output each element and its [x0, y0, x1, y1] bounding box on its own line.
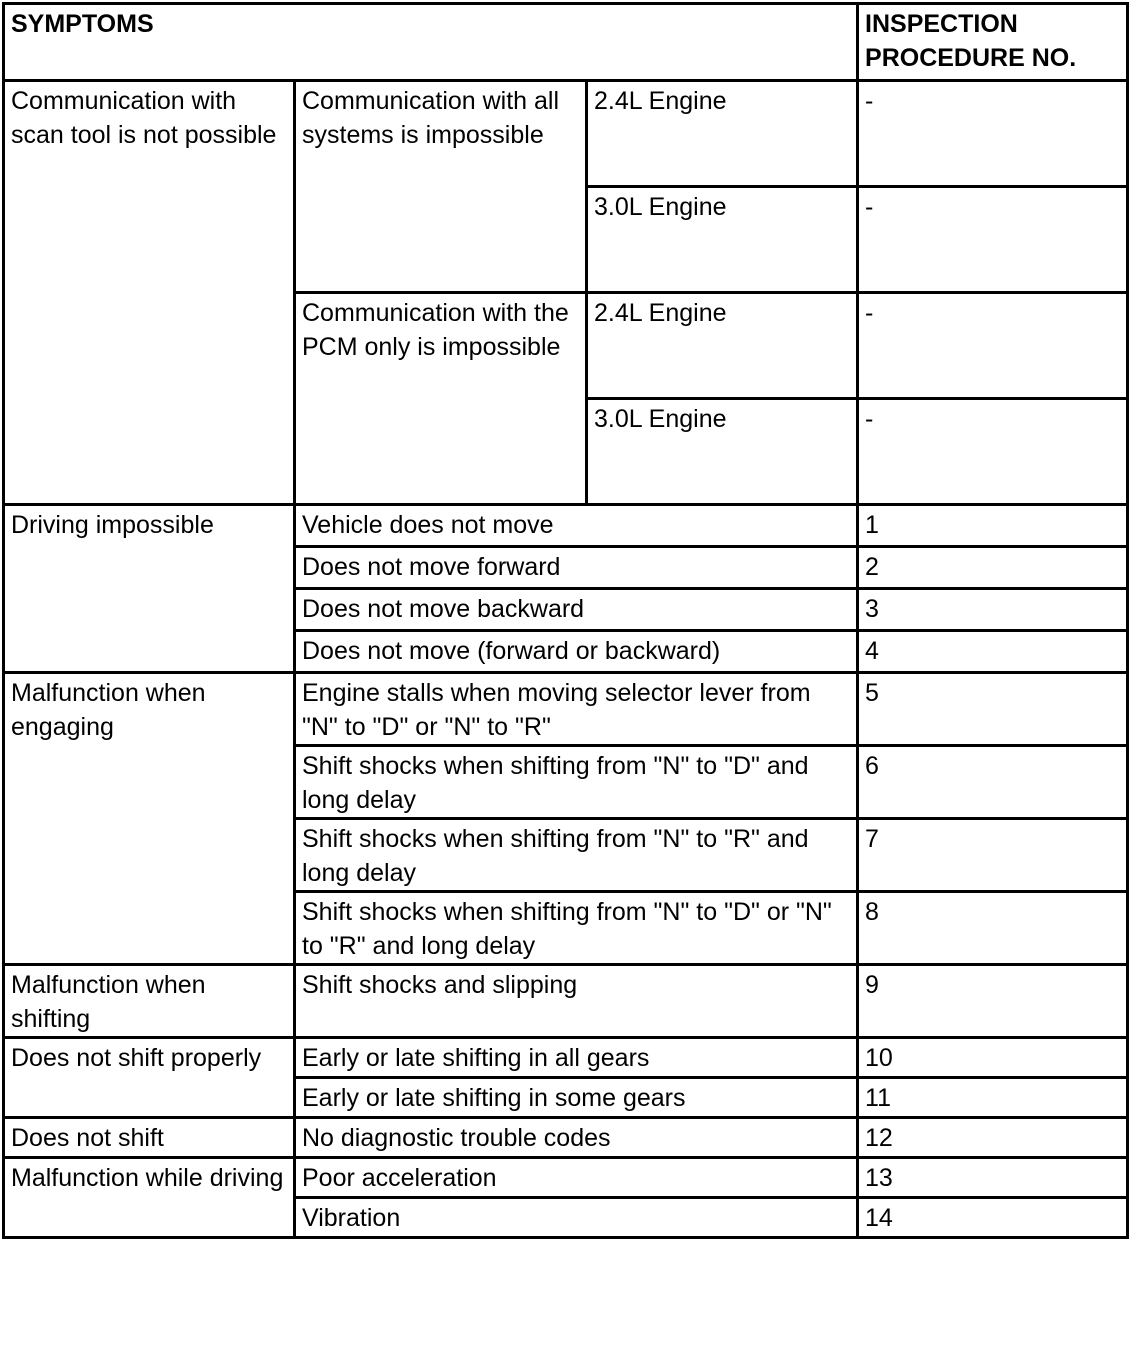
procedure-cell: 5 — [858, 673, 1128, 746]
detail-cell: Does not move backward — [295, 589, 858, 631]
procedure-cell: - — [858, 81, 1128, 187]
detail-cell: Does not move forward — [295, 547, 858, 589]
symptom-cell: Malfunction while driving — [4, 1158, 295, 1238]
detail-cell: Vibration — [295, 1198, 858, 1238]
detail-cell: Engine stalls when moving selector lever from "N" to "D" or "N" to "R" — [295, 673, 858, 746]
table-row — [4, 1118, 1128, 1158]
symptom-cell: Malfunction when shifting — [4, 965, 295, 1038]
detail-cell: Does not move (forward or backward) — [295, 631, 858, 673]
procedure-cell: 1 — [858, 505, 1128, 547]
procedure-cell: 8 — [858, 892, 1128, 965]
detail-all-systems: Communication with all systems is impossible — [295, 81, 587, 293]
table-row — [4, 1038, 1128, 1078]
engine-cell: 3.0L Engine — [587, 187, 858, 293]
procedure-cell: 12 — [858, 1118, 1128, 1158]
symptom-communication: Communication with scan tool is not possible — [4, 81, 295, 505]
inspection-procedure-header: INSPECTION PROCEDURE NO. — [858, 4, 1128, 81]
detail-cell: Poor acceleration — [295, 1158, 858, 1198]
detail-cell: No diagnostic trouble codes — [295, 1118, 858, 1158]
detail-cell: Shift shocks and slipping — [295, 965, 858, 1038]
detail-cell: Early or late shifting in all gears — [295, 1038, 858, 1078]
symptom-cell: Malfunction when engaging — [4, 673, 295, 965]
table-row — [4, 81, 1128, 187]
detail-cell: Shift shocks when shifting from "N" to "D" or "N" to "R" and long delay — [295, 892, 858, 965]
procedure-cell: - — [858, 187, 1128, 293]
procedure-cell: 14 — [858, 1198, 1128, 1238]
engine-cell: 2.4L Engine — [587, 81, 858, 187]
detail-cell: Vehicle does not move — [295, 505, 858, 547]
engine-cell: 2.4L Engine — [587, 293, 858, 399]
symptoms-header: SYMPTOMS — [4, 4, 858, 81]
table-row — [4, 505, 1128, 547]
detail-pcm-only: Communication with the PCM only is impossible — [295, 293, 587, 505]
procedure-cell: 7 — [858, 819, 1128, 892]
procedure-cell: 9 — [858, 965, 1128, 1038]
symptom-cell: Does not shift — [4, 1118, 295, 1158]
procedure-cell: - — [858, 399, 1128, 505]
procedure-cell: 4 — [858, 631, 1128, 673]
procedure-cell: 13 — [858, 1158, 1128, 1198]
table-row — [4, 673, 1128, 746]
procedure-cell: 3 — [858, 589, 1128, 631]
engine-cell: 3.0L Engine — [587, 399, 858, 505]
detail-cell: Shift shocks when shifting from "N" to "D" and long delay — [295, 746, 858, 819]
header-row — [4, 4, 1128, 81]
procedure-cell: 10 — [858, 1038, 1128, 1078]
procedure-cell: - — [858, 293, 1128, 399]
detail-cell: Early or late shifting in some gears — [295, 1078, 858, 1118]
table-row — [4, 965, 1128, 1038]
procedure-cell: 2 — [858, 547, 1128, 589]
symptom-cell: Does not shift properly — [4, 1038, 295, 1118]
procedure-cell: 6 — [858, 746, 1128, 819]
procedure-cell: 11 — [858, 1078, 1128, 1118]
symptom-cell: Driving impossible — [4, 505, 295, 673]
symptoms-table — [2, 2, 1129, 1239]
detail-cell: Shift shocks when shifting from "N" to "R" and long delay — [295, 819, 858, 892]
table-row — [4, 1158, 1128, 1198]
